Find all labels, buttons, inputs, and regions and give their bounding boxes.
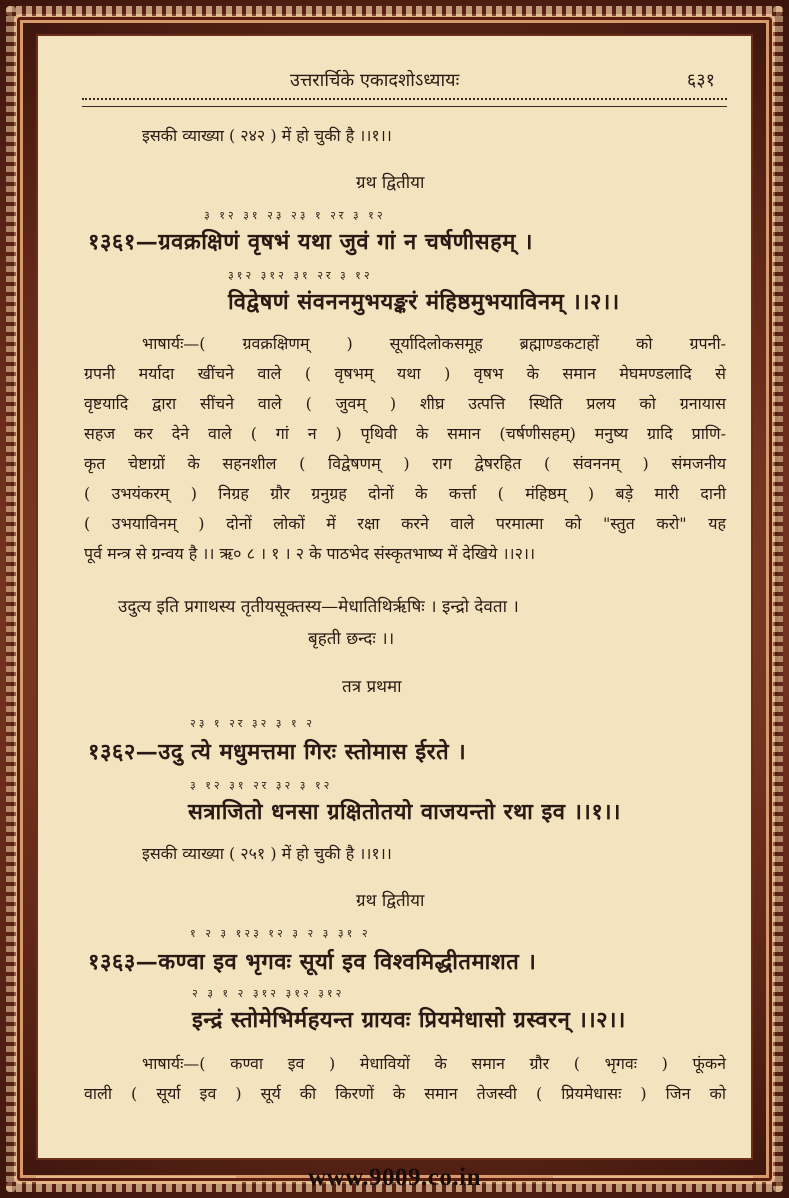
page-number: ६३१ [686,70,715,91]
book-page [36,34,753,1160]
header-divider [82,98,727,107]
accent-marks: ३ १२ ३१ २३ २३ १ २र ३ १२ [204,209,386,222]
accent-marks: ३१२ ३१२ ३१ २र ३ १२ [228,269,373,282]
commentary-line: वाली ( सूर्या इव ) सूर्य की किरणों के समान तेजस्वी ( प्रियमेधासः ) जिन को [84,1084,726,1103]
running-header-title: उत्तरार्चिके एकादशोऽध्यायः [290,70,460,91]
section-heading: ग्रथ द्वितीया [356,173,425,193]
reference-note: इसकी व्याख्या ( २४२ ) में हो चुकी है ।।१।। [142,126,392,145]
website-footer: www.9009.co.in [308,1164,481,1191]
commentary-line: ग्रपनी मर्यादा खींचने वाले ( वृषभम् यथा ) वृषभ के समान मेघमण्डलादि से [84,364,726,383]
verse-line: सत्राजितो धनसा ग्रक्षितोतयो वाजयन्तो रथा इव ।।१।। [188,799,621,825]
section-heading: ग्रथ द्वितीया [356,891,425,911]
section-heading: तत्र प्रथमा [342,677,402,697]
commentary-line: भाषार्यः—( ग्रवक्रक्षिणम् ) सूर्यादिलोकसमूह ब्रह्माण्डकटाहों को ग्रपनी- [142,334,726,353]
verse-line: १३६२—उदु त्ये मधुमत्तमा गिरः स्तोमास ईरते । [88,739,467,765]
verse-line: इन्द्रं स्तोमेभिर्महयन्त ग्रायवः प्रियमेधासो ग्रस्वरन् ।।२।। [192,1007,626,1033]
accent-marks: २३ १ २र ३२ ३ १ २ [190,717,315,730]
commentary-line: भाषार्यः—( कण्वा इव ) मेधावियों के समान ग्रौर ( भृगवः ) फूंकने [142,1054,726,1073]
accent-marks: २ ३ १ २ ३१२ ३१२ ३१२ [192,987,345,1000]
commentary-line: ( उभयंकरम् ) निग्रह ग्रौर ग्रनुग्रह दोनों के कर्त्ता ( मंहिष्ठम् ) बड़े मारी दानी [84,484,726,503]
commentary-line: पूर्व मन्त्र से ग्रन्वय है ।। ऋ० ८ । १ । २ के पाठभेद संस्कृतभाष्य में देखिये ।।२।। [84,544,536,563]
sukta-meter: बृहती छन्दः ।। [308,629,395,649]
commentary-line: वृष्टयादि द्वारा सींचने वाले ( जुवम् ) शीघ्र उत्पत्ति स्थिति प्रलय को ग्रनायास [84,394,726,413]
commentary-line: सहज कर देने वाले ( गां न ) पृथिवी के समान (चर्षणीसहम्) मनुष्य ग्रादि प्राणि- [84,424,726,443]
reference-note: इसकी व्याख्या ( २५१ ) में हो चुकी है ।।१।। [142,844,392,863]
frame-right-ornament [773,6,783,1192]
accent-marks: ३ १२ ३१ २र ३२ ३ १२ [190,779,333,792]
accent-marks: १ २ ३ १२३ १२ ३ २ ३ ३१ २ [190,927,371,940]
sukta-intro: उदुत्य इति प्रगाथस्य तृतीयसूक्तस्य—मेधातिथिर्ऋषिः । इन्द्रो देवता । [118,597,519,617]
verse-line: विद्वेषणं संवननमुभयङ्करं मंहिष्ठमुभयाविनम् ।।२।। [228,289,620,315]
commentary-line: ( उभयाविनम् ) दोनों लोकों में रक्षा करने वाले परमात्मा को "स्तुत करो" यह [84,514,726,533]
frame-top-ornament [6,6,783,16]
frame-left-ornament [6,6,16,1192]
commentary-line: कृत चेष्टाग्रों के सहनशील ( विद्वेषणम् ) राग द्वेषरहित ( संवननम् ) संमजनीय [84,454,726,473]
verse-line: १३६३—कण्वा इव भृगवः सूर्या इव विश्वमिद्धीतमाशत । [88,949,537,975]
verse-line: १३६१—ग्रवक्रक्षिणं वृषभं यथा जुवं गां न चर्षणीसहम् । [88,229,533,255]
